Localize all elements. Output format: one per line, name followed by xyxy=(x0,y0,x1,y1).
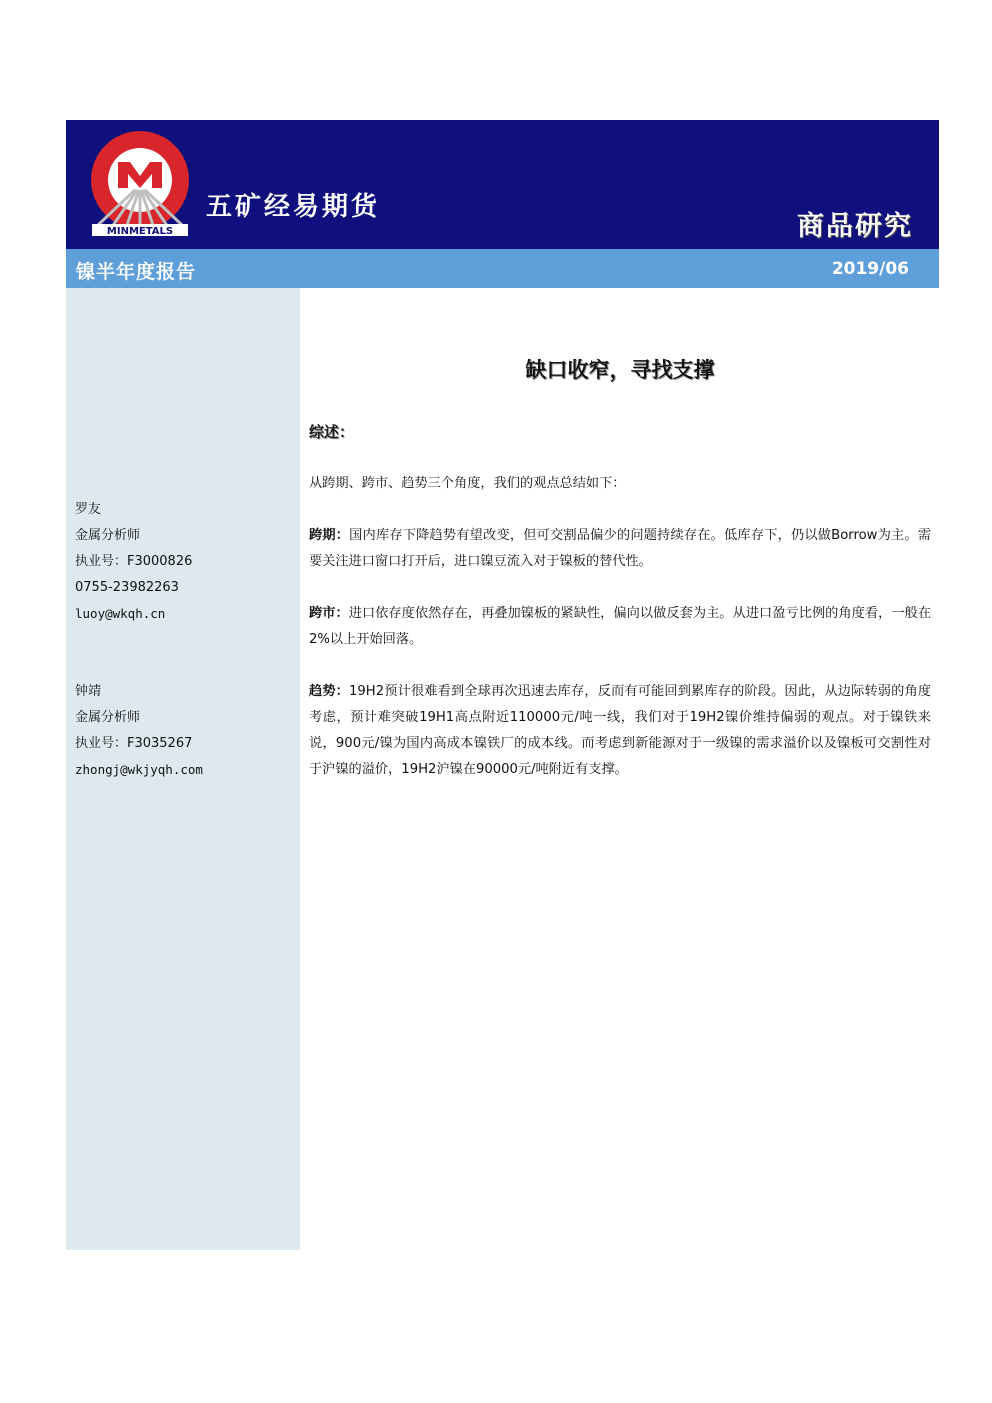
view-text: 国内库存下降趋势有望改变，但可交割品偏少的问题持续存在。低库存下，仍以做Borrow为主。需要关注进口窗口打开后，进口镍豆流入对于镍板的替代性。 xyxy=(309,528,931,569)
analyst-email[interactable]: luoy@wkqh.cn xyxy=(75,606,166,621)
report-date: 2019/06 xyxy=(831,259,909,279)
analyst-name: 罗友 xyxy=(75,502,102,517)
summary-heading: 综述： xyxy=(309,423,355,441)
summary-intro: 从跨期、跨市、趋势三个角度，我们的观点总结如下： xyxy=(309,476,626,491)
analyst-role: 金属分析师 xyxy=(75,528,141,543)
svg-text:MINMETALS: MINMETALS xyxy=(106,226,174,237)
view-text: 19H2预计很难看到全球再次迅速去库存，反而有可能回到累库存的阶段。因此，从边际转弱的角度考虑，预计难突破19H1高点附近110000元/吨一线，我们对于19H2镍价维持偏弱的观点。对于镍铁来说，900元/镍为国内高成本镍铁厂的成本线。而考虑到新能源对于一级镍的需求溢价以及镍板可交割性对于沪镍的溢价，19H2沪镍在90000元/吨附近有支撑。 xyxy=(309,684,932,777)
analyst-email[interactable]: zhongj@wkjyqh.com xyxy=(75,762,203,777)
minmetals-logo-icon xyxy=(88,130,192,238)
view-label: 跨市： xyxy=(309,606,349,621)
view-paragraph-calendar xyxy=(309,523,931,575)
analyst-name: 钟靖 xyxy=(75,684,102,699)
analyst-phone: 0755-23982263 xyxy=(75,580,179,595)
report-subbar xyxy=(66,249,939,288)
view-paragraph-cross-market xyxy=(309,601,931,653)
analyst-sidebar xyxy=(66,288,300,1250)
report-type: 镍半年度报告 xyxy=(76,261,197,283)
report-title: 缺口收窄，寻找支撑 xyxy=(525,358,715,382)
view-label: 跨期： xyxy=(309,528,350,543)
view-paragraph-trend xyxy=(309,679,931,783)
analyst-license: 执业号：F3000826 xyxy=(75,554,193,569)
analyst-card xyxy=(75,679,203,783)
company-name: 五矿经易期货 xyxy=(206,192,381,222)
analyst-card xyxy=(75,497,192,627)
report-header xyxy=(66,120,939,249)
analyst-license: 执业号：F3035267 xyxy=(75,736,193,751)
view-text: 进口依存度依然存在，再叠加镍板的紧缺性，偏向以做反套为主。从进口盈亏比例的角度看，一般在2%以上开始回落。 xyxy=(309,606,932,647)
view-label: 趋势： xyxy=(309,684,350,699)
analyst-role: 金属分析师 xyxy=(75,710,141,725)
section-label: 商品研究 xyxy=(797,211,913,242)
